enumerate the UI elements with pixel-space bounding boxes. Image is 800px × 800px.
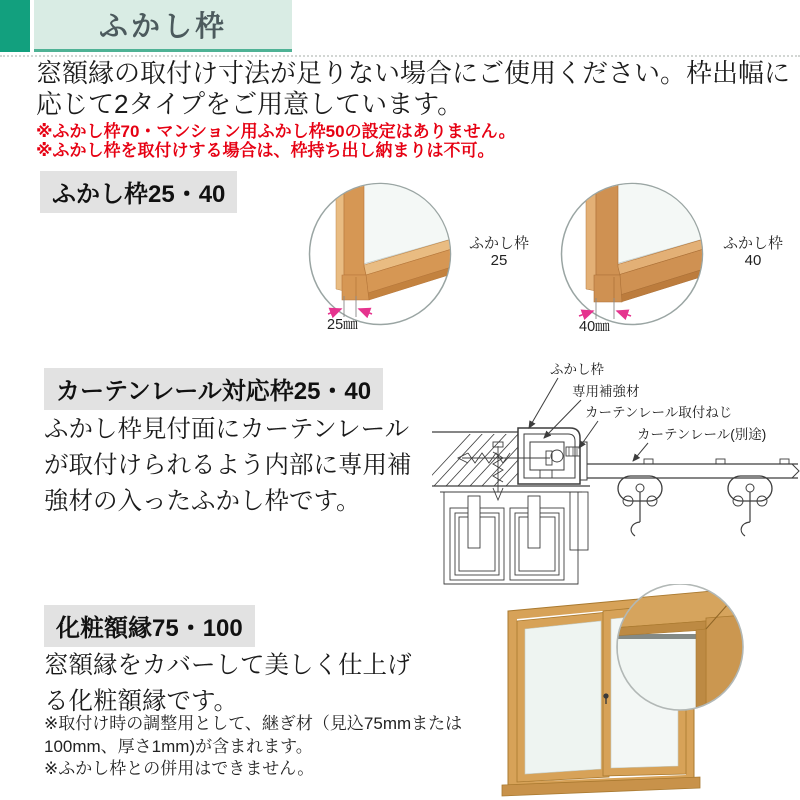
curtain-text-line3: 強材の入ったふかし枠です。: [44, 488, 361, 515]
fukashi-25-label: [464, 235, 534, 269]
curtain-section-text: [44, 412, 444, 520]
leader-screw: [579, 421, 598, 448]
label-rail-screw: カーテンレール取付ねじ: [585, 405, 733, 420]
fukashi-25-label-line2: 25: [490, 252, 508, 269]
intro-text: [36, 58, 796, 120]
intro-warning-1: ※ふかし枠70・マンション用ふかし枠50の設定はありません。: [36, 122, 516, 141]
keshou-note-line3: ※ふかし枠との併用はできません。: [44, 759, 315, 778]
rail-runner: [728, 476, 772, 536]
curtain-rail-diagram: [432, 358, 800, 590]
header-accent-block: [0, 0, 30, 52]
intro-line-2: 応じて2タイプをご用意しています。: [36, 89, 464, 119]
dimension-arrow-left: [579, 311, 593, 316]
keshou-note-line1: ※取付け時の調整用として、継ぎ材（見込75mmまたは: [44, 714, 463, 733]
fukashi-40-label-line2: 40: [744, 252, 762, 269]
rail-runner: [618, 476, 662, 536]
section-heading-curtain: カーテンレール対応枠25・40: [44, 368, 383, 410]
intro-warnings: [36, 122, 516, 160]
header-separator: [0, 55, 800, 57]
keshou-notes: [44, 713, 462, 781]
fukashi-25-label-line1: ふかし枠: [468, 235, 529, 252]
keshou-note-line2: 100mm、厚さ1mm)が含まれます。: [44, 736, 313, 756]
label-fukashi-frame: ふかし枠: [550, 362, 604, 377]
section-heading-fukashi: ふかし枠25・40: [40, 171, 237, 213]
keshou-text-line2: る化粧額縁です。: [44, 688, 239, 715]
fukashi-25-diagram: [300, 181, 460, 333]
page-title: ふかし枠: [98, 11, 227, 43]
dimension-label-40: 40㎜: [579, 319, 610, 333]
leader-reinforcement: [544, 400, 581, 438]
window-frame-section: [440, 492, 588, 584]
keshou-section-text: [44, 648, 464, 720]
leader-rail: [633, 443, 648, 461]
fukashi-40-diagram: [552, 181, 712, 333]
label-curtain-rail: カーテンレール(別途): [637, 427, 767, 442]
section-heading-keshou: 化粧額縁75・100: [44, 605, 255, 647]
leader-fukashi: [529, 378, 558, 428]
keshou-text-line1: 窓額縁をカバーして美しく仕上げ: [44, 652, 412, 679]
window-render: [488, 584, 800, 800]
dimension-label-25: 25㎜: [327, 317, 358, 333]
intro-line-1: 窓額縁の取付け寸法が足りない場合にご使用ください。枠出幅に: [36, 58, 791, 88]
reinforcement-bar: [530, 442, 564, 470]
intro-warning-2: ※ふかし枠を取付けする場合は、枠持ち出し納まりは不可。: [36, 141, 495, 160]
curtain-text-line1: ふかし枠見付面にカーテンレール: [44, 416, 410, 443]
fukashi-40-label-line1: ふかし枠: [722, 235, 783, 252]
fukashi-40-label: [718, 235, 788, 269]
curtain-text-line2: が取付けられるよう内部に専用補: [44, 452, 412, 479]
label-reinforcement: 専用補強材: [572, 384, 640, 399]
header-band: [34, 0, 292, 52]
